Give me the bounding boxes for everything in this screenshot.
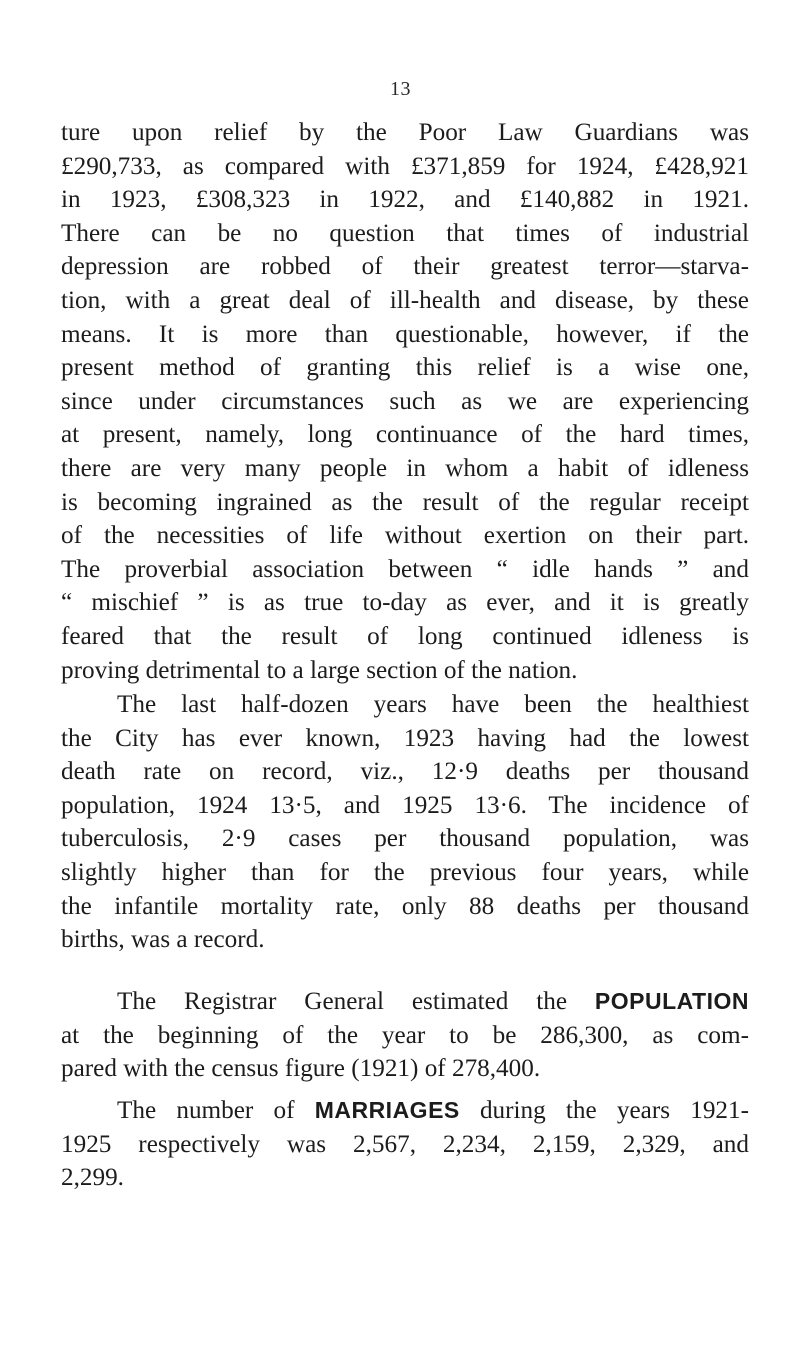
- text-line: ture upon relief by the Poor Law Guardians was: [61, 119, 749, 146]
- paragraph-population: [61, 985, 749, 1086]
- text-line: in 1923, £308,323 in 1922, and £140,882 in 1921.: [61, 186, 749, 214]
- text-line: the City has ever known, 1923 having had the lowest: [61, 724, 749, 752]
- marriages-heading: MARRIAGES: [314, 1097, 460, 1123]
- text-line: present method of granting this relief is a wise one,: [61, 354, 749, 382]
- population-heading: POPULATION: [594, 988, 749, 1014]
- text-fragment: The Registrar General estimated the: [117, 988, 595, 1015]
- text-line: [61, 1094, 749, 1128]
- text-line: [61, 985, 749, 1019]
- text-fragment: during the years 1921-: [459, 1097, 749, 1124]
- text-line: 1925 respectively was 2,567, 2,234, 2,159, 2,329, and: [61, 1130, 749, 1158]
- text-line: is becoming ingrained as the result of the regular receipt: [61, 488, 749, 516]
- text-line: pared with the census figure (1921) of 278,400.: [61, 1055, 541, 1083]
- text-line: feared that the result of long continued idleness is: [61, 622, 749, 650]
- paragraph-poor-relief: [61, 116, 749, 687]
- text-line: slightly higher than for the previous four years, while: [61, 858, 749, 886]
- text-line: £290,733, as compared with £371,859 for 1924, £428,921: [61, 152, 749, 180]
- text-line: The proverbial association between “ idle hands ” and: [61, 555, 749, 583]
- text-line: the infantile mortality rate, only 88 deaths per thousand: [61, 892, 749, 920]
- text-line: There can be no question that times of industrial: [61, 219, 749, 247]
- text-line: tuberculosis, 2·9 cases per thousand population, was: [61, 825, 749, 853]
- text-fragment: The number of: [117, 1097, 315, 1124]
- text-line: births, was a record.: [61, 926, 265, 954]
- text-line: The last half-dozen years have been the healthiest: [117, 691, 749, 718]
- text-line: death rate on record, viz., 12·9 deaths per thousand: [61, 758, 749, 786]
- text-line: means. It is more than questionable, however, if the: [61, 320, 749, 348]
- text-line: there are very many people in whom a habit of idleness: [61, 454, 749, 482]
- paragraph-marriages: [61, 1094, 749, 1195]
- text-line: “ mischief ” is as true to-day as ever, and it is greatly: [61, 589, 749, 617]
- text-line: at present, namely, long continuance of the hard times,: [61, 421, 749, 449]
- text-line: at the beginning of the year to be 286,300, as com-: [61, 1021, 749, 1049]
- text-line: since under circumstances such as we are experiencing: [61, 387, 749, 415]
- paragraph-health: [61, 688, 749, 957]
- text-line: population, 1924 13·5, and 1925 13·6. The incidence of: [61, 791, 749, 819]
- page-number: 13: [390, 78, 411, 100]
- text-line: depression are robbed of their greatest terror—starva-: [61, 253, 749, 281]
- text-line: proving detrimental to a large section of the nation.: [61, 656, 578, 684]
- text-line: 2,299.: [61, 1164, 124, 1192]
- text-line: tion, with a great deal of ill-health and disease, by these: [61, 286, 749, 314]
- text-line: of the necessities of life without exertion on their part.: [61, 522, 749, 550]
